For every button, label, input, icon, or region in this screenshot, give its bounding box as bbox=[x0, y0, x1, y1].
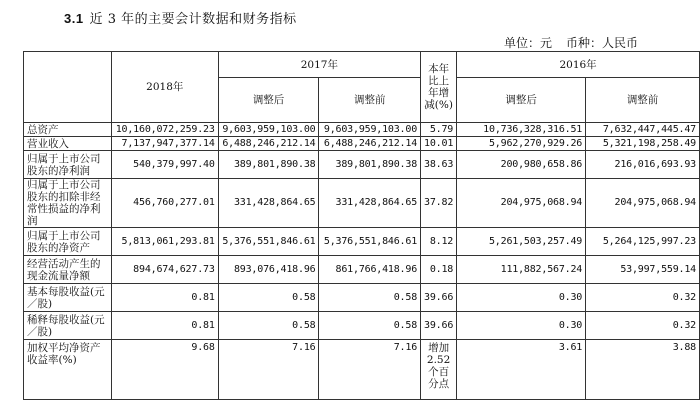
table-row bbox=[24, 123, 700, 137]
cell-2017-before: 7.16 bbox=[319, 340, 421, 400]
row-label: 归属于上市公司股东的净利润 bbox=[24, 151, 112, 179]
cell-2017-before: 9,603,959,103.00 bbox=[319, 123, 421, 137]
row-label: 稀释每股收益(元／股) bbox=[24, 312, 112, 340]
table-row bbox=[24, 284, 700, 312]
cell-2017-before: 0.58 bbox=[319, 312, 421, 340]
cell-2016-after: 111,882,567.24 bbox=[457, 256, 586, 284]
cell-2016-before: 216,016,693.93 bbox=[586, 151, 700, 179]
cell-2017-before: 6,488,246,212.14 bbox=[319, 137, 421, 151]
cell-2016-before: 7,632,447,445.47 bbox=[586, 123, 700, 137]
cell-change: 增加2.52个百分点 bbox=[421, 340, 457, 400]
table-row bbox=[24, 228, 700, 256]
cell-2016-after: 0.30 bbox=[457, 284, 586, 312]
cell-change: 0.18 bbox=[421, 256, 457, 284]
cell-2017-after: 7.16 bbox=[218, 340, 319, 400]
cell-2018: 10,160,072,259.23 bbox=[111, 123, 218, 137]
cell-2016-before: 53,997,559.14 bbox=[586, 256, 700, 284]
header-2017-before: 调整前 bbox=[319, 78, 421, 123]
table-row bbox=[24, 151, 700, 179]
cell-2016-after: 0.30 bbox=[457, 312, 586, 340]
table-row bbox=[24, 340, 700, 400]
cell-2018: 0.81 bbox=[111, 284, 218, 312]
cell-2016-after: 204,975,068.94 bbox=[457, 179, 586, 228]
cell-2016-before: 204,975,068.94 bbox=[586, 179, 700, 228]
table-row bbox=[24, 179, 700, 228]
cell-2017-after: 5,376,551,846.61 bbox=[218, 228, 319, 256]
cell-change: 37.82 bbox=[421, 179, 457, 228]
cell-2017-after: 9,603,959,103.00 bbox=[218, 123, 319, 137]
cell-2018: 456,760,277.01 bbox=[111, 179, 218, 228]
cell-2017-after: 6,488,246,212.14 bbox=[218, 137, 319, 151]
header-blank bbox=[24, 52, 112, 123]
cell-2017-before: 861,766,418.96 bbox=[319, 256, 421, 284]
currency-label: 币种：人民币 bbox=[565, 36, 638, 50]
table-row bbox=[24, 312, 700, 340]
cell-2016-after: 5,261,503,257.49 bbox=[457, 228, 586, 256]
cell-2017-before: 5,376,551,846.61 bbox=[319, 228, 421, 256]
row-label: 经营活动产生的现金流量净额 bbox=[24, 256, 112, 284]
cell-2018: 894,674,627.73 bbox=[111, 256, 218, 284]
cell-2018: 5,813,061,293.81 bbox=[111, 228, 218, 256]
cell-2017-after: 0.58 bbox=[218, 312, 319, 340]
cell-change: 8.12 bbox=[421, 228, 457, 256]
cell-change: 39.66 bbox=[421, 284, 457, 312]
cell-2018: 9.68 bbox=[111, 340, 218, 400]
cell-2016-before: 0.32 bbox=[586, 312, 700, 340]
cell-2016-after: 3.61 bbox=[457, 340, 586, 400]
cell-2016-after: 5,962,270,929.26 bbox=[457, 137, 586, 151]
cell-2017-before: 331,428,864.65 bbox=[319, 179, 421, 228]
cell-change: 39.66 bbox=[421, 312, 457, 340]
cell-2017-after: 331,428,864.65 bbox=[218, 179, 319, 228]
header-2016-before: 调整前 bbox=[586, 78, 700, 123]
cell-change: 38.63 bbox=[421, 151, 457, 179]
header-change: 本年比上年增减(%) bbox=[421, 52, 457, 123]
cell-2016-before: 3.88 bbox=[586, 340, 700, 400]
header-2017: 2017年 bbox=[218, 52, 420, 78]
table-row bbox=[24, 137, 700, 151]
row-label: 营业收入 bbox=[24, 137, 112, 151]
section-number: 3.1 bbox=[64, 11, 84, 26]
section-title: 近 3 年的主要会计数据和财务指标 bbox=[89, 12, 297, 27]
cell-2016-after: 10,736,328,316.51 bbox=[457, 123, 586, 137]
header-2017-after: 调整后 bbox=[218, 78, 319, 123]
cell-2017-after: 389,801,890.38 bbox=[218, 151, 319, 179]
row-label: 归属于上市公司股东的扣除非经常性损益的净利润 bbox=[24, 179, 112, 228]
section-heading bbox=[64, 8, 297, 27]
unit-line bbox=[490, 34, 638, 51]
cell-2018: 7,137,947,377.14 bbox=[111, 137, 218, 151]
row-label: 总资产 bbox=[24, 123, 112, 137]
financial-table bbox=[23, 51, 700, 400]
cell-change: 5.79 bbox=[421, 123, 457, 137]
cell-2016-before: 5,264,125,997.23 bbox=[586, 228, 700, 256]
header-2018: 2018年 bbox=[111, 52, 218, 123]
row-label: 基本每股收益(元／股) bbox=[24, 284, 112, 312]
header-2016-after: 调整后 bbox=[457, 78, 586, 123]
header-2016: 2016年 bbox=[457, 52, 700, 78]
cell-2016-after: 200,980,658.86 bbox=[457, 151, 586, 179]
table-row bbox=[24, 256, 700, 284]
cell-2016-before: 0.32 bbox=[586, 284, 700, 312]
row-label: 加权平均净资产收益率(%) bbox=[24, 340, 112, 400]
cell-2018: 0.81 bbox=[111, 312, 218, 340]
cell-2017-after: 893,076,418.96 bbox=[218, 256, 319, 284]
cell-2017-before: 389,801,890.38 bbox=[319, 151, 421, 179]
row-label: 归属于上市公司股东的净资产 bbox=[24, 228, 112, 256]
cell-change: 10.01 bbox=[421, 137, 457, 151]
cell-2018: 540,379,997.40 bbox=[111, 151, 218, 179]
cell-2016-before: 5,321,198,258.49 bbox=[586, 137, 700, 151]
cell-2017-after: 0.58 bbox=[218, 284, 319, 312]
cell-2017-before: 0.58 bbox=[319, 284, 421, 312]
unit-label: 单位：元 bbox=[503, 36, 552, 50]
